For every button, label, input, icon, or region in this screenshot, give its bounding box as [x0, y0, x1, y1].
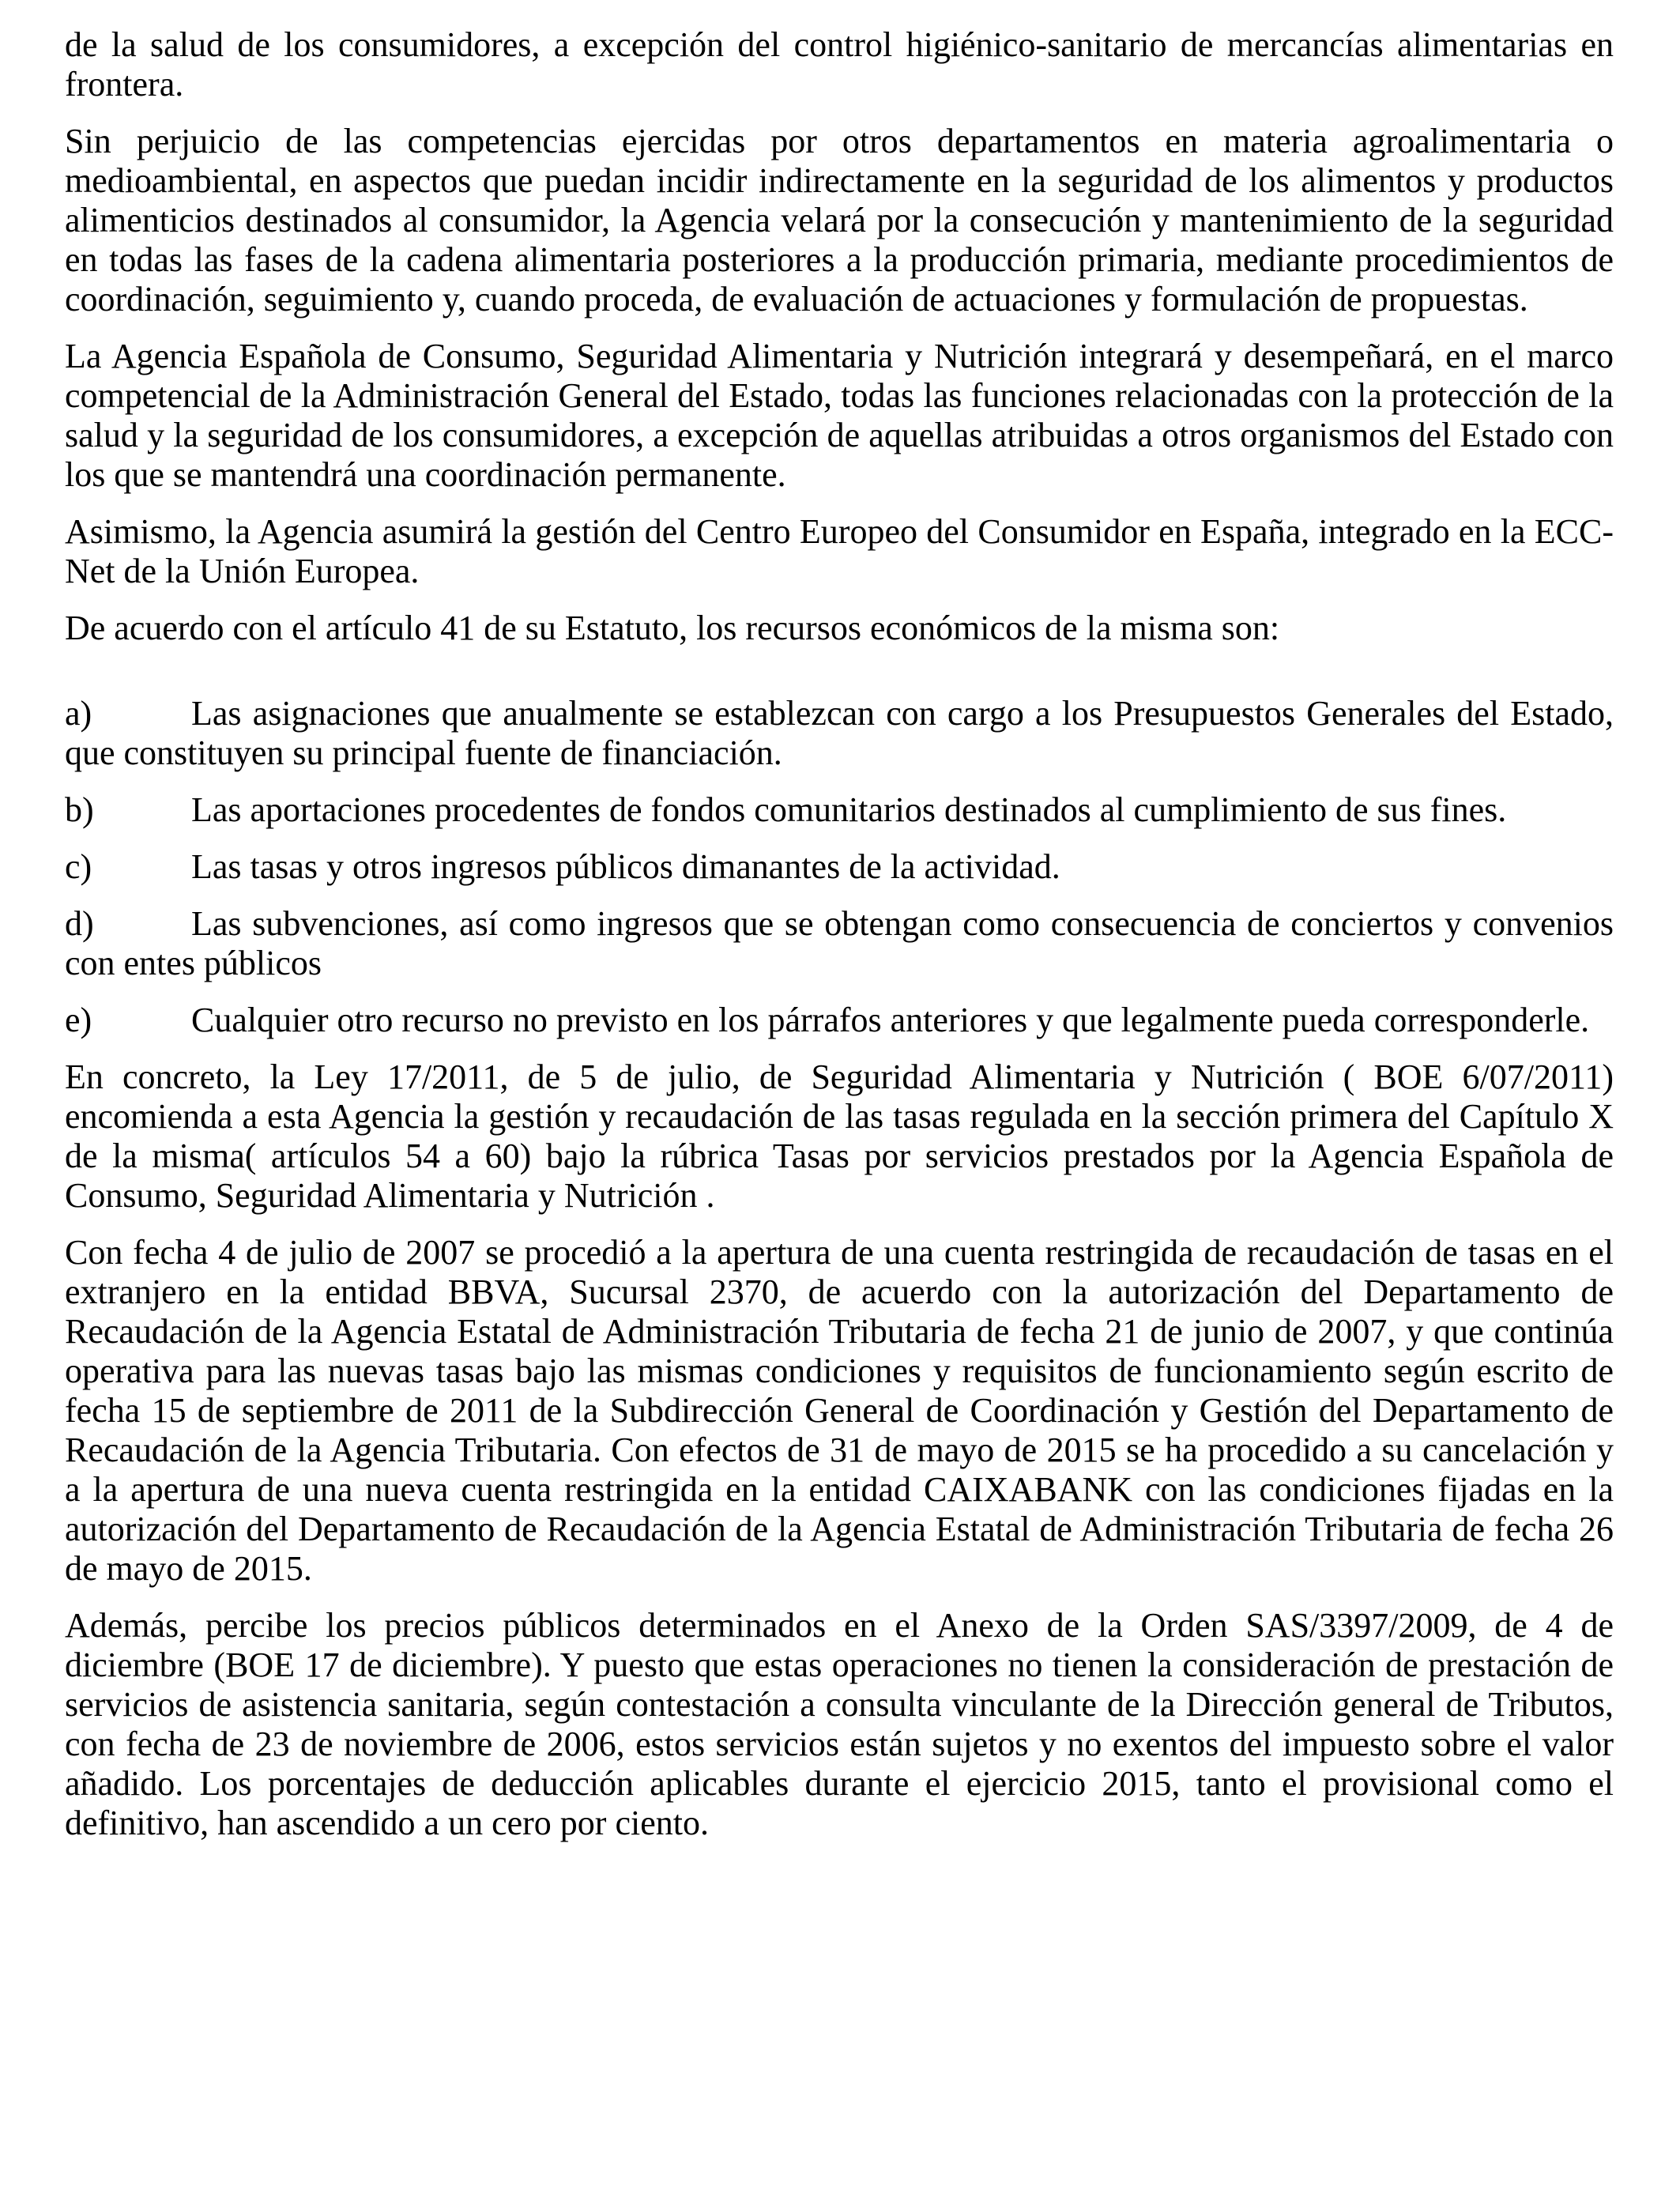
list-item-letter: b) [65, 790, 94, 829]
list-item [65, 790, 1614, 830]
list-item-text: Las asignaciones que anualmente se establezcan con cargo a los Presupuestos Generales del Estado, que constituyen su principal fuente de financiación. [65, 694, 1614, 772]
paragraph-health-scope: de la salud de los consumidores, a excepción del control higiénico-sanitario de mercancías alimentarias en frontera. [65, 25, 1614, 104]
list-item-letter: d) [65, 904, 94, 943]
list-item [65, 694, 1614, 773]
list-item-letter: a) [65, 694, 92, 733]
list-item [65, 847, 1614, 887]
list-item-text: Las tasas y otros ingresos públicos dimanantes de la actividad. [191, 847, 1060, 886]
paragraph-european-center: Asimismo, la Agencia asumirá la gestión del Centro Europeo del Consumidor en España, integrado en la ECC-Net de la Unión Europea. [65, 512, 1614, 590]
resources-list [65, 694, 1614, 1040]
paragraph-public-prices: Además, percibe los precios públicos determinados en el Anexo de la Orden SAS/3397/2009, de 4 de diciembre (BOE 17 de diciembre). Y puesto que estas operaciones no tienen la consideración de prestación de servicios de asistencia sanitaria, según contestación a consulta vinculante de la Dirección general de Tributos, con fecha de 23 de noviembre de 2006, estos servicios están sujetos y no exentos del impuesto sobre el valor añadido. Los porcentajes de deducción aplicables durante el ejercicio 2015, tanto el provisional como el definitivo, han ascendido a un cero por ciento. [65, 1606, 1614, 1842]
paragraph-law-fees: En concreto, la Ley 17/2011, de 5 de julio, de Seguridad Alimentaria y Nutrición ( BOE 6/07/2011) encomienda a esta Agencia la gestión y recaudación de las tasas regulada en la sección primera del Capítulo X de la misma( artículos 54 a 60) bajo la rúbrica Tasas por servicios prestados por la Agencia Española de Consumo, Seguridad Alimentaria y Nutrición . [65, 1057, 1614, 1215]
list-item-text: Las subvenciones, así como ingresos que se obtengan como consecuencia de conciertos y convenios con entes públicos [65, 904, 1614, 982]
paragraph-resources-intro: De acuerdo con el artículo 41 de su Estatuto, los recursos económicos de la misma son: [65, 609, 1280, 647]
paragraph-food-safety: Sin perjuicio de las competencias ejercidas por otros departamentos en materia agroalimentaria o medioambiental, en aspectos que puedan incidir indirectamente en la seguridad de los alimentos y productos alimenticios destinados al consumidor, la Agencia velará por la consecución y mantenimiento de la seguridad en todas las fases de la cadena alimentaria posteriores a la producción primaria, mediante procedimientos de coordinación, seguimiento y, cuando proceda, de evaluación de actuaciones y formulación de propuestas. [65, 122, 1614, 319]
list-item [65, 904, 1614, 983]
paragraph-bank-accounts: Con fecha 4 de julio de 2007 se procedió a la apertura de una cuenta restringida de recaudación de tasas en el extranjero en la entidad BBVA, Sucursal 2370, de acuerdo con la autorización del Departamento de Recaudación de la Agencia Estatal de Administración Tributaria de fecha 21 de junio de 2007, y que continúa operativa para las nuevas tasas bajo las mismas condiciones y requisitos de funcionamiento según escrito de fecha 15 de septiembre de 2011 de la Subdirección General de Coordinación y Gestión del Departamento de Recaudación de la Agencia Tributaria. Con efectos de 31 de mayo de 2015 se ha procedido a su cancelación y a la apertura de una nueva cuenta restringida en la entidad CAIXABANK con las condiciones fijadas en la autorización del Departamento de Recaudación de la Agencia Estatal de Administración Tributaria de fecha 26 de mayo de 2015. [65, 1233, 1614, 1588]
list-item [65, 1001, 1614, 1040]
list-item-letter: e) [65, 1001, 92, 1039]
paragraph-agency-functions: La Agencia Española de Consumo, Seguridad Alimentaria y Nutrición integrará y desempeñará, en el marco competencial de la Administración General del Estado, todas las funciones relacionadas con la protección de la salud y la seguridad de los consumidores, a excepción de aquellas atribuidas a otros organismos del Estado con los que se mantendrá una coordinación permanente. [65, 337, 1614, 494]
list-item-text: Cualquier otro recurso no previsto en los párrafos anteriores y que legalmente pueda corresponderle. [191, 1001, 1590, 1039]
document-page [65, 25, 1614, 1860]
list-item-text: Las aportaciones procedentes de fondos comunitarios destinados al cumplimiento de sus fines. [191, 790, 1507, 829]
list-item-letter: c) [65, 847, 92, 886]
